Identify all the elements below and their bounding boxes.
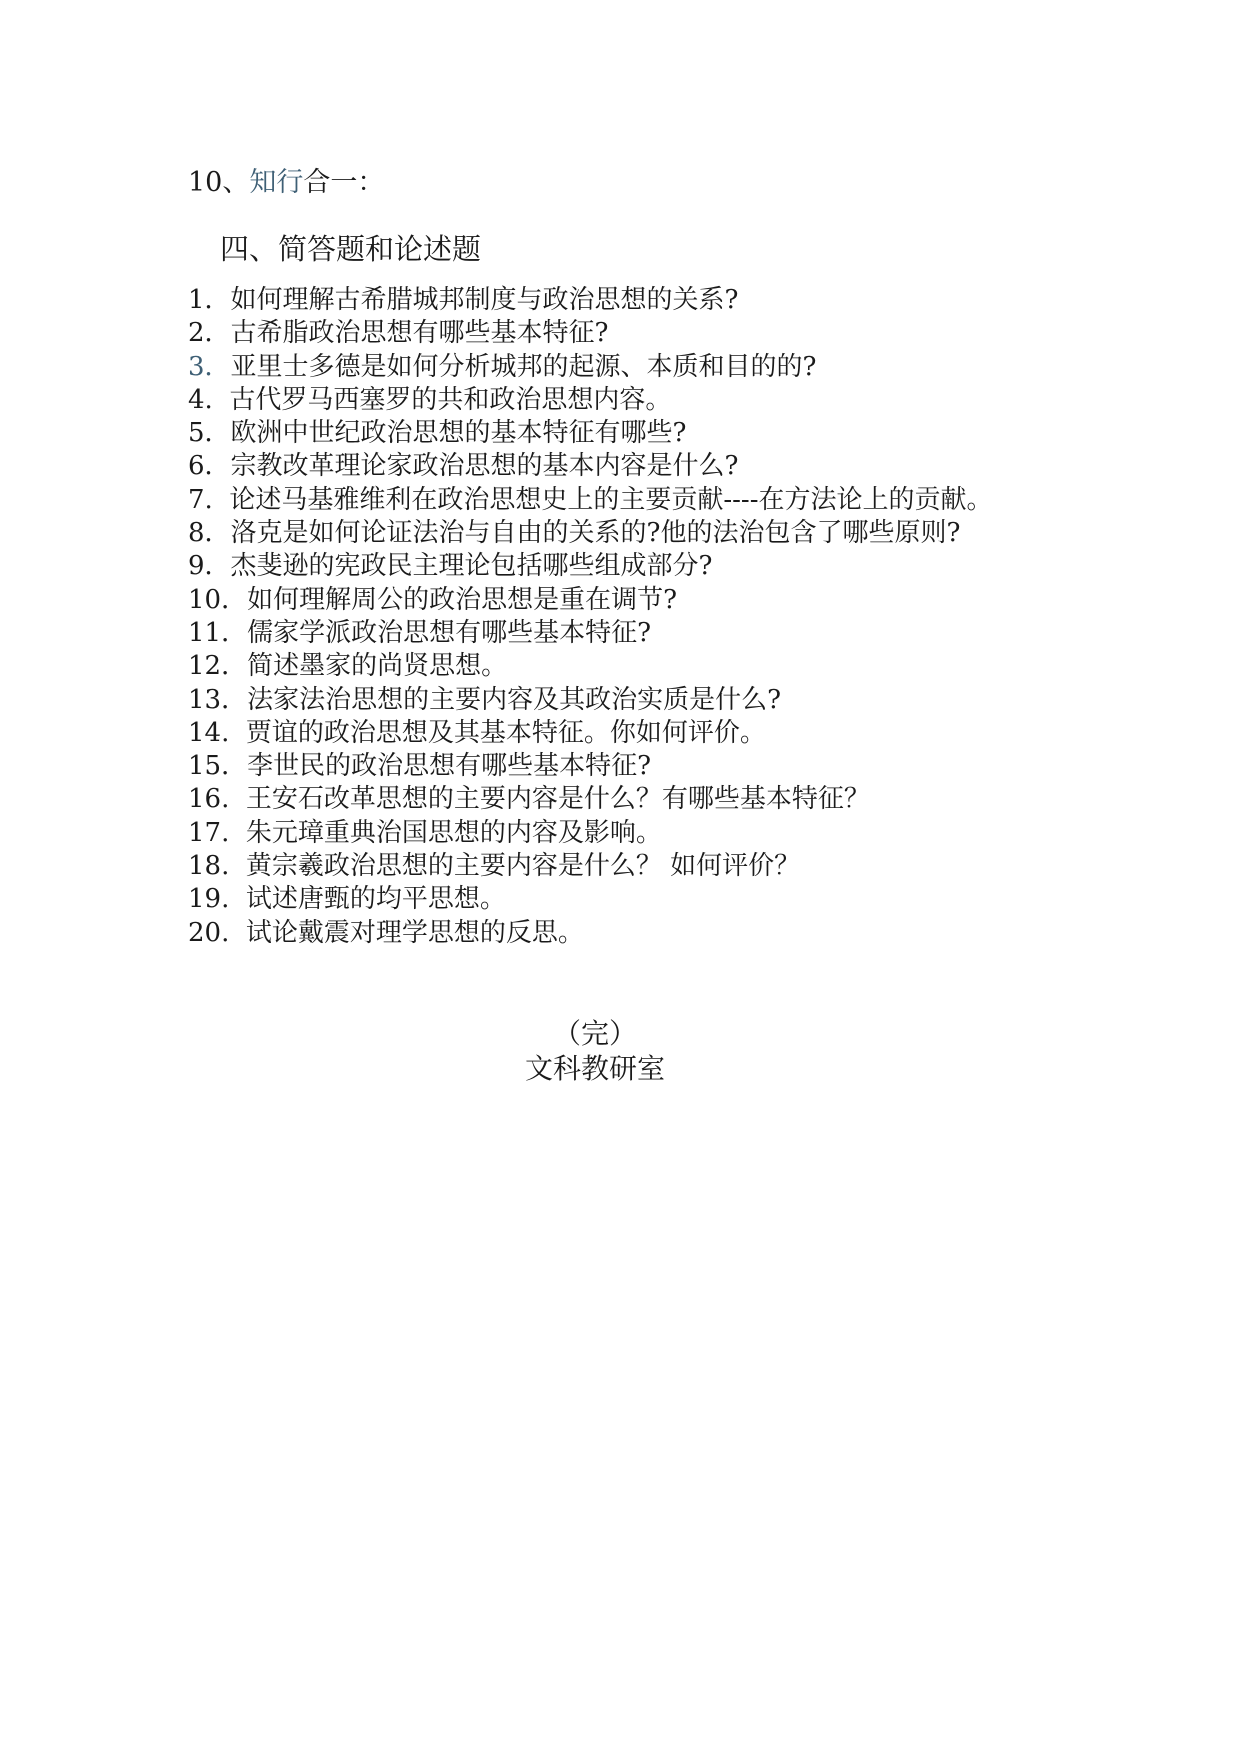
- question-text: 王安石改革思想的主要内容是什么？有哪些基本特征？: [245, 784, 870, 815]
- question-number: 13．: [188, 684, 248, 715]
- end-mark: （完）: [552, 1017, 637, 1050]
- question-text: 儒家学派政治思想有哪些基本特征?: [247, 617, 652, 648]
- question-number: 17.: [188, 817, 246, 848]
- question-text: 古希脂政治思想有哪些基本特征?: [230, 318, 609, 349]
- question-number: 18.: [188, 851, 246, 882]
- question-item: [188, 783, 1068, 816]
- question-item: [188, 417, 1068, 450]
- question-number: 20.: [188, 917, 246, 948]
- question-number: 10．: [188, 584, 248, 615]
- question-text: 论述马基雅维利在政治思想史上的主要贡献----在方法论上的贡献。: [229, 484, 993, 515]
- question-number: 1．: [188, 285, 231, 315]
- question-item: [188, 550, 1068, 583]
- section-heading: 四、简答题和论述题: [220, 232, 482, 266]
- question-item: [188, 617, 1068, 650]
- question-text: 欧洲中世纪政治思想的基本特征有哪些?: [230, 418, 687, 449]
- question-number: 11．: [188, 617, 248, 648]
- question-text: 法家法治思想的主要内容及其政治实质是什么?: [247, 684, 782, 715]
- question-item: [188, 650, 1068, 683]
- question-number: 15．: [188, 751, 248, 782]
- question-number: 19.: [188, 884, 246, 915]
- question-item: [188, 717, 1068, 750]
- question-text: 朱元璋重典治国思想的内容及影响。: [245, 817, 662, 848]
- question-item: [188, 351, 1068, 384]
- question-text: 洛克是如何论证法治与自由的关系的?他的法治包含了哪些原则?: [230, 518, 961, 549]
- question-item: [188, 284, 1068, 317]
- question-item: [188, 450, 1068, 483]
- question-text: 宗教改革理论家政治思想的基本内容是什么?: [230, 451, 739, 482]
- question-list: [188, 284, 1068, 950]
- question-item: [188, 750, 1068, 783]
- question-item: [188, 584, 1068, 617]
- question-item: [188, 684, 1068, 717]
- question-number: 9．: [188, 551, 231, 582]
- question-number: 5．: [188, 418, 231, 449]
- question-item: [188, 917, 1068, 950]
- question-number: 8．: [188, 518, 231, 549]
- item-term-rest: 合一：: [303, 167, 385, 198]
- question-item: [188, 817, 1068, 850]
- question-item: [188, 517, 1068, 550]
- question-item: [188, 484, 1068, 517]
- question-number: 7.: [188, 484, 230, 515]
- question-number: 4.: [188, 384, 230, 415]
- question-number: 16.: [188, 784, 246, 815]
- question-number: 2．: [188, 318, 231, 349]
- question-number: 6．: [188, 451, 231, 482]
- item-number: 10、: [188, 167, 250, 198]
- question-text: 贾谊的政治思想及其基本特征。你如何评价。: [245, 717, 766, 748]
- question-text: 杰斐逊的宪政民主理论包括哪些组成部分?: [230, 551, 713, 582]
- question-text: 如何理解周公的政治思想是重在调节?: [247, 584, 678, 615]
- question-item: [188, 384, 1068, 417]
- question-text: 试述唐甄的均平思想。: [245, 884, 506, 915]
- item-term-highlight: 知行: [249, 167, 304, 198]
- question-text: 简述墨家的尚贤思想。: [247, 651, 508, 682]
- question-text: 黄宗羲政治思想的主要内容是什么？ 如何评价？: [245, 851, 801, 882]
- question-text: 如何理解古希腊城邦制度与政治思想的关系?: [230, 285, 739, 315]
- question-item: [188, 317, 1068, 350]
- fill-in-item-10: [188, 164, 384, 202]
- question-text: 亚里士多德是如何分析城邦的起源、本质和目的的?: [230, 351, 817, 382]
- question-number: 3．: [188, 351, 231, 382]
- question-text: 古代罗马西塞罗的共和政治思想内容。: [229, 384, 672, 415]
- question-text: 试论戴震对理学思想的反思。: [245, 917, 584, 948]
- question-item: [188, 883, 1068, 916]
- question-item: [188, 850, 1068, 883]
- question-number: 14.: [188, 717, 246, 748]
- question-text: 李世民的政治思想有哪些基本特征?: [247, 751, 652, 782]
- question-number: 12．: [188, 651, 248, 682]
- department-name: 文科教研室: [524, 1052, 665, 1085]
